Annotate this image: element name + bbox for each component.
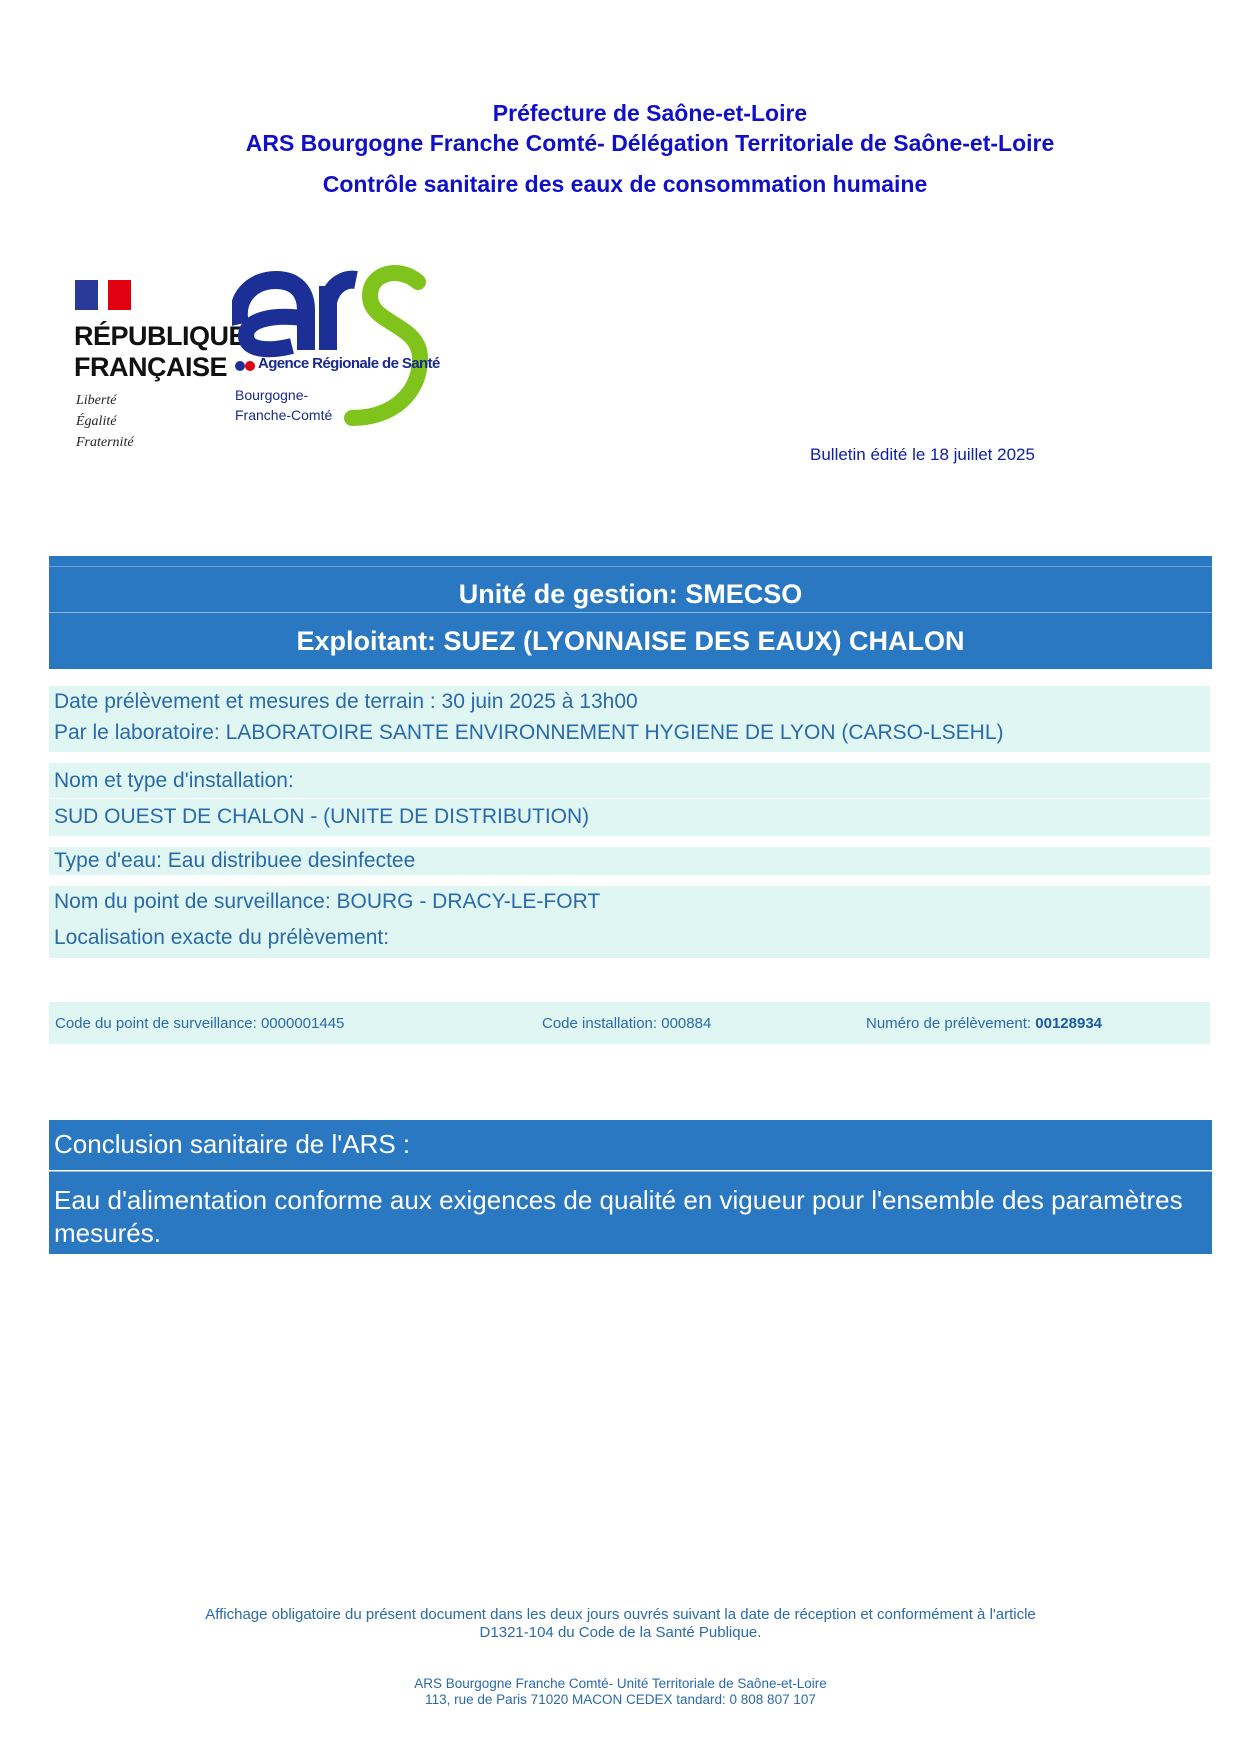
conclusion-title-band (49, 1120, 1212, 1170)
rf-motto-liberte: Liberté (76, 393, 117, 408)
code-installation-label: Code installation: (542, 1015, 658, 1032)
republique-francaise-logo (70, 275, 247, 460)
installation-divider (49, 798, 1210, 799)
installation-value: SUD OUEST DE CHALON - (UNITE DE DISTRIBUTION) (54, 805, 590, 828)
bulletin-date: Bulletin édité le 18 juillet 2025 (810, 445, 1035, 464)
footer-address-line2: 113, rue de Paris 71020 MACON CEDEX tandard: 0 808 807 107 (425, 1692, 816, 1707)
numero-prelevement-label: Numéro de prélèvement: (866, 1015, 1032, 1032)
rf-logo-line2: FRANÇAISE (74, 352, 228, 382)
ars-logo (232, 258, 440, 438)
footer-address-line1: ARS Bourgogne Franche Comté- Unité Territoriale de Saône-et-Loire (414, 1676, 827, 1691)
conclusion-title: Conclusion sanitaire de l'ARS : (54, 1129, 411, 1159)
document-title: Contrôle sanitaire des eaux de consommation humaine (322, 171, 928, 197)
rf-logo-line1: RÉPUBLIQUE (74, 321, 247, 351)
exploitant-band (49, 612, 1212, 669)
date-prelevement: Date prélèvement et mesures de terrain : 30 juin 2025 à 13h00 (54, 690, 638, 713)
type-eau: Type d'eau: Eau distribuee desinfectee (54, 849, 416, 872)
code-installation-value: 000884 (661, 1015, 712, 1032)
footer-address (0, 1676, 1241, 1708)
ars-region-line2: Franche-Comté (235, 407, 333, 423)
ars-region-line1: Bourgogne- (235, 387, 309, 403)
rf-motto-egalite: Égalité (76, 414, 117, 429)
code-installation (542, 1015, 711, 1032)
ars-delegation-title: ARS Bourgogne Franche Comté- Délégation Territoriale de Saône-et-Loire (245, 130, 1055, 156)
localisation-prelevement: Localisation exacte du prélèvement: (54, 926, 390, 949)
codes-row (49, 1002, 1210, 1044)
conclusion-text-band (49, 1171, 1212, 1254)
prelevement-info-box (49, 686, 1210, 752)
numero-prelevement-value: 00128934 (1035, 1015, 1103, 1032)
code-point-value: 0000001445 (260, 1015, 345, 1032)
type-eau-box (49, 847, 1210, 875)
point-surveillance-box (49, 886, 1210, 958)
unite-gestion-text: Unité de gestion: SMECSO (458, 579, 803, 609)
numero-prelevement (866, 1015, 1102, 1032)
ars-agency-name: Agence Régionale de Santé (258, 355, 440, 372)
rf-motto-fraternite: Fraternité (76, 435, 134, 450)
marianne-flag-icon (75, 280, 131, 310)
conclusion-text: Eau d'alimentation conforme aux exigences de qualité en vigueur pour l'ensemble des paramètres mesurés. (54, 1185, 1183, 1248)
prefecture-title: Préfecture de Saône-et-Loire (492, 100, 808, 126)
footer-notice-line1: Affichage obligatoire du présent document dans les deux jours ouvrés suivant la date de réception et conformément à l'article (205, 1606, 1036, 1623)
code-point-surveillance (55, 1015, 344, 1032)
exploitant-text: Exploitant: SUEZ (LYONNAISE DES EAUX) CHALON (296, 626, 965, 656)
footer-notice (0, 1606, 1241, 1642)
code-point-label: Code du point de surveillance: (55, 1015, 257, 1032)
laboratoire: Par le laboratoire: LABORATOIRE SANTE ENVIRONNEMENT HYGIENE DE LYON (CARSO-LSEHL) (54, 721, 1004, 744)
point-surveillance-name: Nom du point de surveillance: BOURG - DRACY-LE-FORT (54, 890, 601, 913)
installation-box (49, 763, 1210, 836)
footer-notice-line2: D1321-104 du Code de la Santé Publique. (479, 1624, 762, 1641)
installation-label: Nom et type d'installation: (54, 769, 294, 792)
